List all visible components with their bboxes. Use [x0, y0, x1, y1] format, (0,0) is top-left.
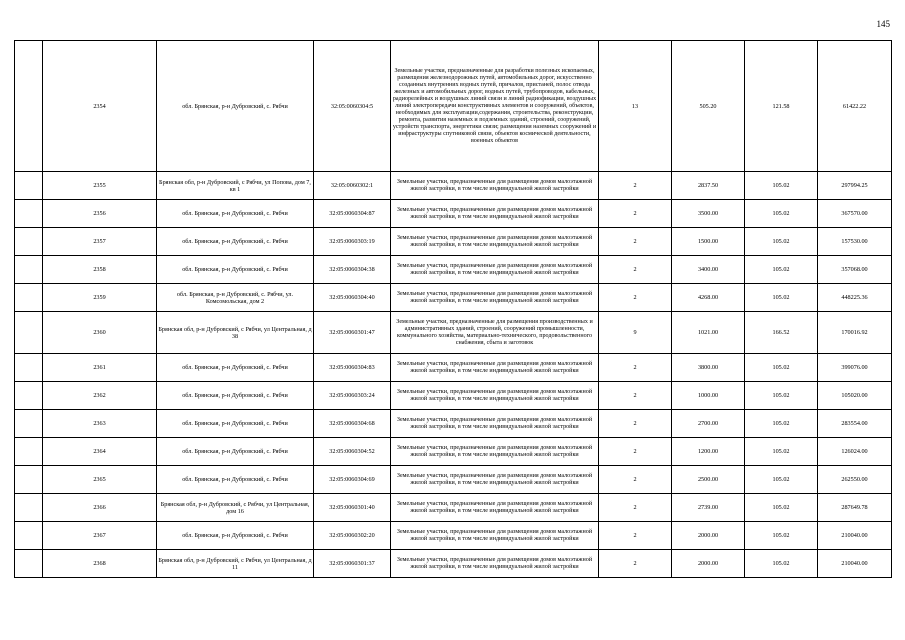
address-cell: обл. Брянская, р-н Дубровский, с. Рябчи [157, 410, 314, 438]
cadastral-value-cell: 287649.78 [818, 494, 892, 522]
address-cell: обл. Брянская, р-н Дубровский, с. Рябчи [157, 466, 314, 494]
cadastral-value-cell: 357068.00 [818, 256, 892, 284]
row-number: 2357 [43, 228, 157, 256]
table-row [15, 256, 892, 284]
permitted-use-cell: Земельные участки, предназначенные для размещения домов малоэтажной жилой застройки, в том числе индивидуальной жилой застройки [391, 256, 599, 284]
group-cell: 13 [599, 41, 672, 172]
row-number: 2362 [43, 382, 157, 410]
area-cell: 1021.00 [672, 312, 745, 354]
blank-cell [15, 200, 43, 228]
group-cell: 2 [599, 200, 672, 228]
cadastral-number-cell: 32:05:0060302:1 [314, 172, 391, 200]
row-number: 2360 [43, 312, 157, 354]
row-number: 2359 [43, 284, 157, 312]
permitted-use-cell: Земельные участки, предназначенные для размещения домов малоэтажной жилой застройки, в том числе индивидуальной жилой застройки [391, 284, 599, 312]
specific-value-cell: 105.02 [745, 228, 818, 256]
group-cell: 2 [599, 466, 672, 494]
cadastral-value-cell: 105020.00 [818, 382, 892, 410]
table-row [15, 382, 892, 410]
specific-value-cell: 105.02 [745, 522, 818, 550]
cadastral-value-table [14, 40, 892, 578]
permitted-use-cell: Земельные участки, предназначенные для размещения домов малоэтажной жилой застройки, в том числе индивидуальной жилой застройки [391, 382, 599, 410]
table-row [15, 522, 892, 550]
permitted-use-cell: Земельные участки, предназначенные для размещения домов малоэтажной жилой застройки, в том числе индивидуальной жилой застройки [391, 228, 599, 256]
cadastral-number-cell: 32:05:0060304:38 [314, 256, 391, 284]
cadastral-value-cell: 399076.00 [818, 354, 892, 382]
table-row [15, 312, 892, 354]
blank-cell [15, 228, 43, 256]
row-number: 2364 [43, 438, 157, 466]
area-cell: 3800.00 [672, 354, 745, 382]
specific-value-cell: 121.58 [745, 41, 818, 172]
cadastral-number-cell: 32:05:0060304:69 [314, 466, 391, 494]
cadastral-number-cell: 32:05:0060304:40 [314, 284, 391, 312]
blank-cell [15, 550, 43, 578]
address-cell: обл. Брянская, р-н Дубровский, с. Рябчи [157, 438, 314, 466]
area-cell: 4268.00 [672, 284, 745, 312]
address-cell: Брянская обл, р-н Дубровский, с Рябчи, ул Попова, дом 7, кв 1 [157, 172, 314, 200]
specific-value-cell: 105.02 [745, 256, 818, 284]
table-row [15, 228, 892, 256]
permitted-use-cell: Земельные участки, предназначенные для размещения домов малоэтажной жилой застройки, в том числе индивидуальной жилой застройки [391, 550, 599, 578]
cadastral-number-cell: 32:05:0060301:37 [314, 550, 391, 578]
permitted-use-cell: Земельные участки, предназначенные для размещения домов малоэтажной жилой застройки, в том числе индивидуальной жилой застройки [391, 410, 599, 438]
row-number: 2355 [43, 172, 157, 200]
permitted-use-cell: Земельные участки, предназначенные для размещения домов малоэтажной жилой застройки, в том числе индивидуальной жилой застройки [391, 438, 599, 466]
address-cell: Брянская обл, р-н Дубровский, с Рябчи, ул Центральная, дом 16 [157, 494, 314, 522]
area-cell: 1500.00 [672, 228, 745, 256]
table-row [15, 438, 892, 466]
area-cell: 2739.00 [672, 494, 745, 522]
group-cell: 2 [599, 256, 672, 284]
address-cell: обл. Брянская, р-н Дубровский, с. Рябчи [157, 41, 314, 172]
permitted-use-cell: Земельные участки, предназначенные для размещения домов малоэтажной жилой застройки, в том числе индивидуальной жилой застройки [391, 494, 599, 522]
row-number: 2367 [43, 522, 157, 550]
cadastral-number-cell: 32:05:0060304:52 [314, 438, 391, 466]
group-cell: 2 [599, 410, 672, 438]
cadastral-value-cell: 126024.00 [818, 438, 892, 466]
blank-cell [15, 256, 43, 284]
table-row [15, 284, 892, 312]
cadastral-value-cell: 448225.36 [818, 284, 892, 312]
group-cell: 2 [599, 522, 672, 550]
blank-cell [15, 354, 43, 382]
specific-value-cell: 105.02 [745, 382, 818, 410]
area-cell: 2000.00 [672, 522, 745, 550]
cadastral-value-cell: 61422.22 [818, 41, 892, 172]
table-body [15, 41, 892, 578]
address-cell: Брянская обл, р-н Дубровский, с Рябчи, ул Центральная, д 38 [157, 312, 314, 354]
group-cell: 2 [599, 284, 672, 312]
group-cell: 2 [599, 354, 672, 382]
address-cell: обл. Брянская, р-н Дубровский, с. Рябчи [157, 256, 314, 284]
group-cell: 2 [599, 228, 672, 256]
cadastral-value-cell: 367570.00 [818, 200, 892, 228]
address-cell: обл. Брянская, р-н Дубровский, с. Рябчи [157, 200, 314, 228]
area-cell: 2700.00 [672, 410, 745, 438]
cadastral-value-cell: 297994.25 [818, 172, 892, 200]
row-number: 2368 [43, 550, 157, 578]
area-cell: 3500.00 [672, 200, 745, 228]
table-row [15, 550, 892, 578]
blank-cell [15, 382, 43, 410]
cadastral-number-cell: 32:05:0060303:19 [314, 228, 391, 256]
cadastral-number-cell: 32:05:0060303:24 [314, 382, 391, 410]
table-row [15, 172, 892, 200]
table-row [15, 466, 892, 494]
area-cell: 3400.00 [672, 256, 745, 284]
area-cell: 505.20 [672, 41, 745, 172]
specific-value-cell: 105.02 [745, 172, 818, 200]
cadastral-value-cell: 170016.92 [818, 312, 892, 354]
address-cell: обл. Брянская, р-н Дубровский, с. Рябчи [157, 522, 314, 550]
specific-value-cell: 105.02 [745, 550, 818, 578]
row-number: 2358 [43, 256, 157, 284]
group-cell: 2 [599, 494, 672, 522]
blank-cell [15, 312, 43, 354]
table-row [15, 494, 892, 522]
cadastral-value-cell: 157530.00 [818, 228, 892, 256]
row-number: 2366 [43, 494, 157, 522]
blank-cell [15, 284, 43, 312]
blank-cell [15, 494, 43, 522]
specific-value-cell: 105.02 [745, 200, 818, 228]
specific-value-cell: 105.02 [745, 284, 818, 312]
cadastral-number-cell: 32:05:0060301:40 [314, 494, 391, 522]
permitted-use-cell: Земельные участки, предназначенные для размещения домов малоэтажной жилой застройки, в том числе индивидуальной жилой застройки [391, 522, 599, 550]
address-cell: Брянская обл, р-н Дубровский, с Рябчи, ул Центральная, д 11 [157, 550, 314, 578]
blank-cell [15, 522, 43, 550]
table-row [15, 354, 892, 382]
area-cell: 2000.00 [672, 550, 745, 578]
group-cell: 2 [599, 382, 672, 410]
permitted-use-cell: Земельные участки, предназначенные для разработки полезных ископаемых, размещения железнодорожных путей, автомобильных дорог, искусственно созданных внутренних водных путей, причалов, пристаней, полос отвода железных и автомобильных дорог, водных путей, трубопроводов, кабельных, радиорелейных и воздушных линий связи и линий радиофикации, воздушных линий электропередачи конструктивных элементов и сооружений, объектов, необходимых для эксплуатации,содержания, строительства, реконструкции, ремонта, развития наземных и подземных зданий, строений, сооружений, устройств транспорта, энергетики связи; размещения наземных сооружений и инфраструктуры спутниковой связи, объектов космической деятельности, военных объектов [391, 41, 599, 172]
cadastral-number-cell: 32:05:0060304:83 [314, 354, 391, 382]
permitted-use-cell: Земельные участки, предназначенные для размещения домов малоэтажной жилой застройки, в том числе индивидуальной жилой застройки [391, 172, 599, 200]
group-cell: 2 [599, 172, 672, 200]
row-number: 2365 [43, 466, 157, 494]
cadastral-value-cell: 283554.00 [818, 410, 892, 438]
group-cell: 2 [599, 438, 672, 466]
specific-value-cell: 166.52 [745, 312, 818, 354]
permitted-use-cell: Земельные участки, предназначенные для размещения домов малоэтажной жилой застройки, в том числе индивидуальной жилой застройки [391, 200, 599, 228]
area-cell: 2837.50 [672, 172, 745, 200]
table-row [15, 200, 892, 228]
row-number: 2361 [43, 354, 157, 382]
cadastral-number-cell: 32:05:0060301:47 [314, 312, 391, 354]
cadastral-number-cell: 32:05:0060304:5 [314, 41, 391, 172]
blank-cell [15, 466, 43, 494]
permitted-use-cell: Земельные участки, предназначенные для размещения домов малоэтажной жилой застройки, в том числе индивидуальной жилой застройки [391, 354, 599, 382]
group-cell: 9 [599, 312, 672, 354]
group-cell: 2 [599, 550, 672, 578]
row-number: 2356 [43, 200, 157, 228]
specific-value-cell: 105.02 [745, 410, 818, 438]
area-cell: 2500.00 [672, 466, 745, 494]
area-cell: 1000.00 [672, 382, 745, 410]
permitted-use-cell: Земельные участки, предназначенные для размещения домов малоэтажной жилой застройки, в том числе индивидуальной жилой застройки [391, 466, 599, 494]
blank-cell [15, 410, 43, 438]
cadastral-value-cell: 262550.00 [818, 466, 892, 494]
cadastral-number-cell: 32:05:0060302:20 [314, 522, 391, 550]
specific-value-cell: 105.02 [745, 438, 818, 466]
cadastral-value-cell: 210040.00 [818, 522, 892, 550]
blank-cell [15, 438, 43, 466]
cadastral-number-cell: 32:05:0060304:87 [314, 200, 391, 228]
blank-cell [15, 41, 43, 172]
area-cell: 1200.00 [672, 438, 745, 466]
page-number: 145 [876, 19, 890, 29]
permitted-use-cell: Земельные участки, предназначенные для размещения производственных и административных зданий, строений, сооружений промышленности, коммунального хозяйства, материально-технического, продовольственного снабжения, сбыта и заготовок [391, 312, 599, 354]
row-number: 2354 [43, 41, 157, 172]
table-row [15, 41, 892, 172]
address-cell: обл. Брянская, р-н Дубровский, с. Рябчи [157, 354, 314, 382]
specific-value-cell: 105.02 [745, 466, 818, 494]
specific-value-cell: 105.02 [745, 354, 818, 382]
cadastral-number-cell: 32:05:0060304:68 [314, 410, 391, 438]
address-cell: обл. Брянская, р-н Дубровский, с. Рябчи [157, 382, 314, 410]
specific-value-cell: 105.02 [745, 494, 818, 522]
address-cell: обл. Брянская, р-н Дубровский, с. Рябчи, ул. Комсомольская, дом 2 [157, 284, 314, 312]
blank-cell [15, 172, 43, 200]
table-row [15, 410, 892, 438]
row-number: 2363 [43, 410, 157, 438]
cadastral-value-cell: 210040.00 [818, 550, 892, 578]
address-cell: обл. Брянская, р-н Дубровский, с. Рябчи [157, 228, 314, 256]
